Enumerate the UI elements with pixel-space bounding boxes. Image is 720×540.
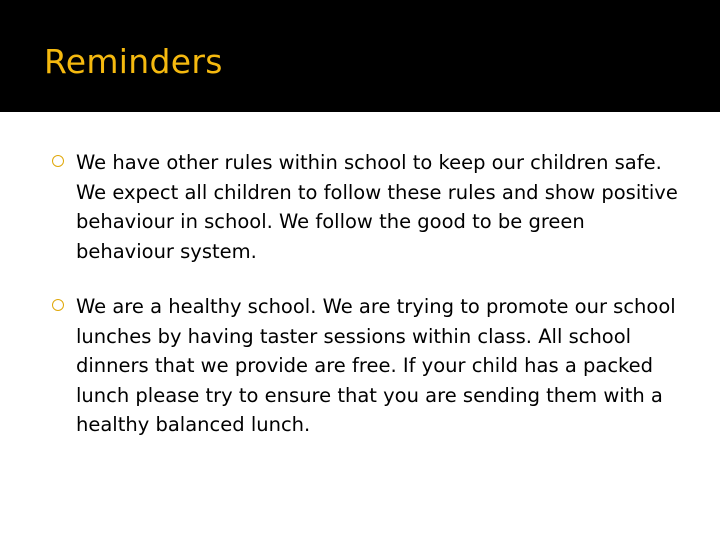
hollow-circle-icon	[52, 155, 64, 167]
bullet-item	[52, 292, 684, 440]
bullet-text: We have other rules within school to keep our children safe. We expect all children to follow these rules and show positive behaviour in school. We follow the good to be green behaviour system.	[76, 151, 678, 263]
bullet-item	[52, 148, 684, 266]
bullet-text: We are a healthy school. We are trying to promote our school lunches by having taster sessions within class. All school dinners that we provide are free. If your child has a packed lunch please try to ensure that you are sending them with a healthy balanced lunch.	[76, 295, 676, 436]
slide-title: Reminders	[44, 42, 223, 81]
hollow-circle-icon	[52, 299, 64, 311]
